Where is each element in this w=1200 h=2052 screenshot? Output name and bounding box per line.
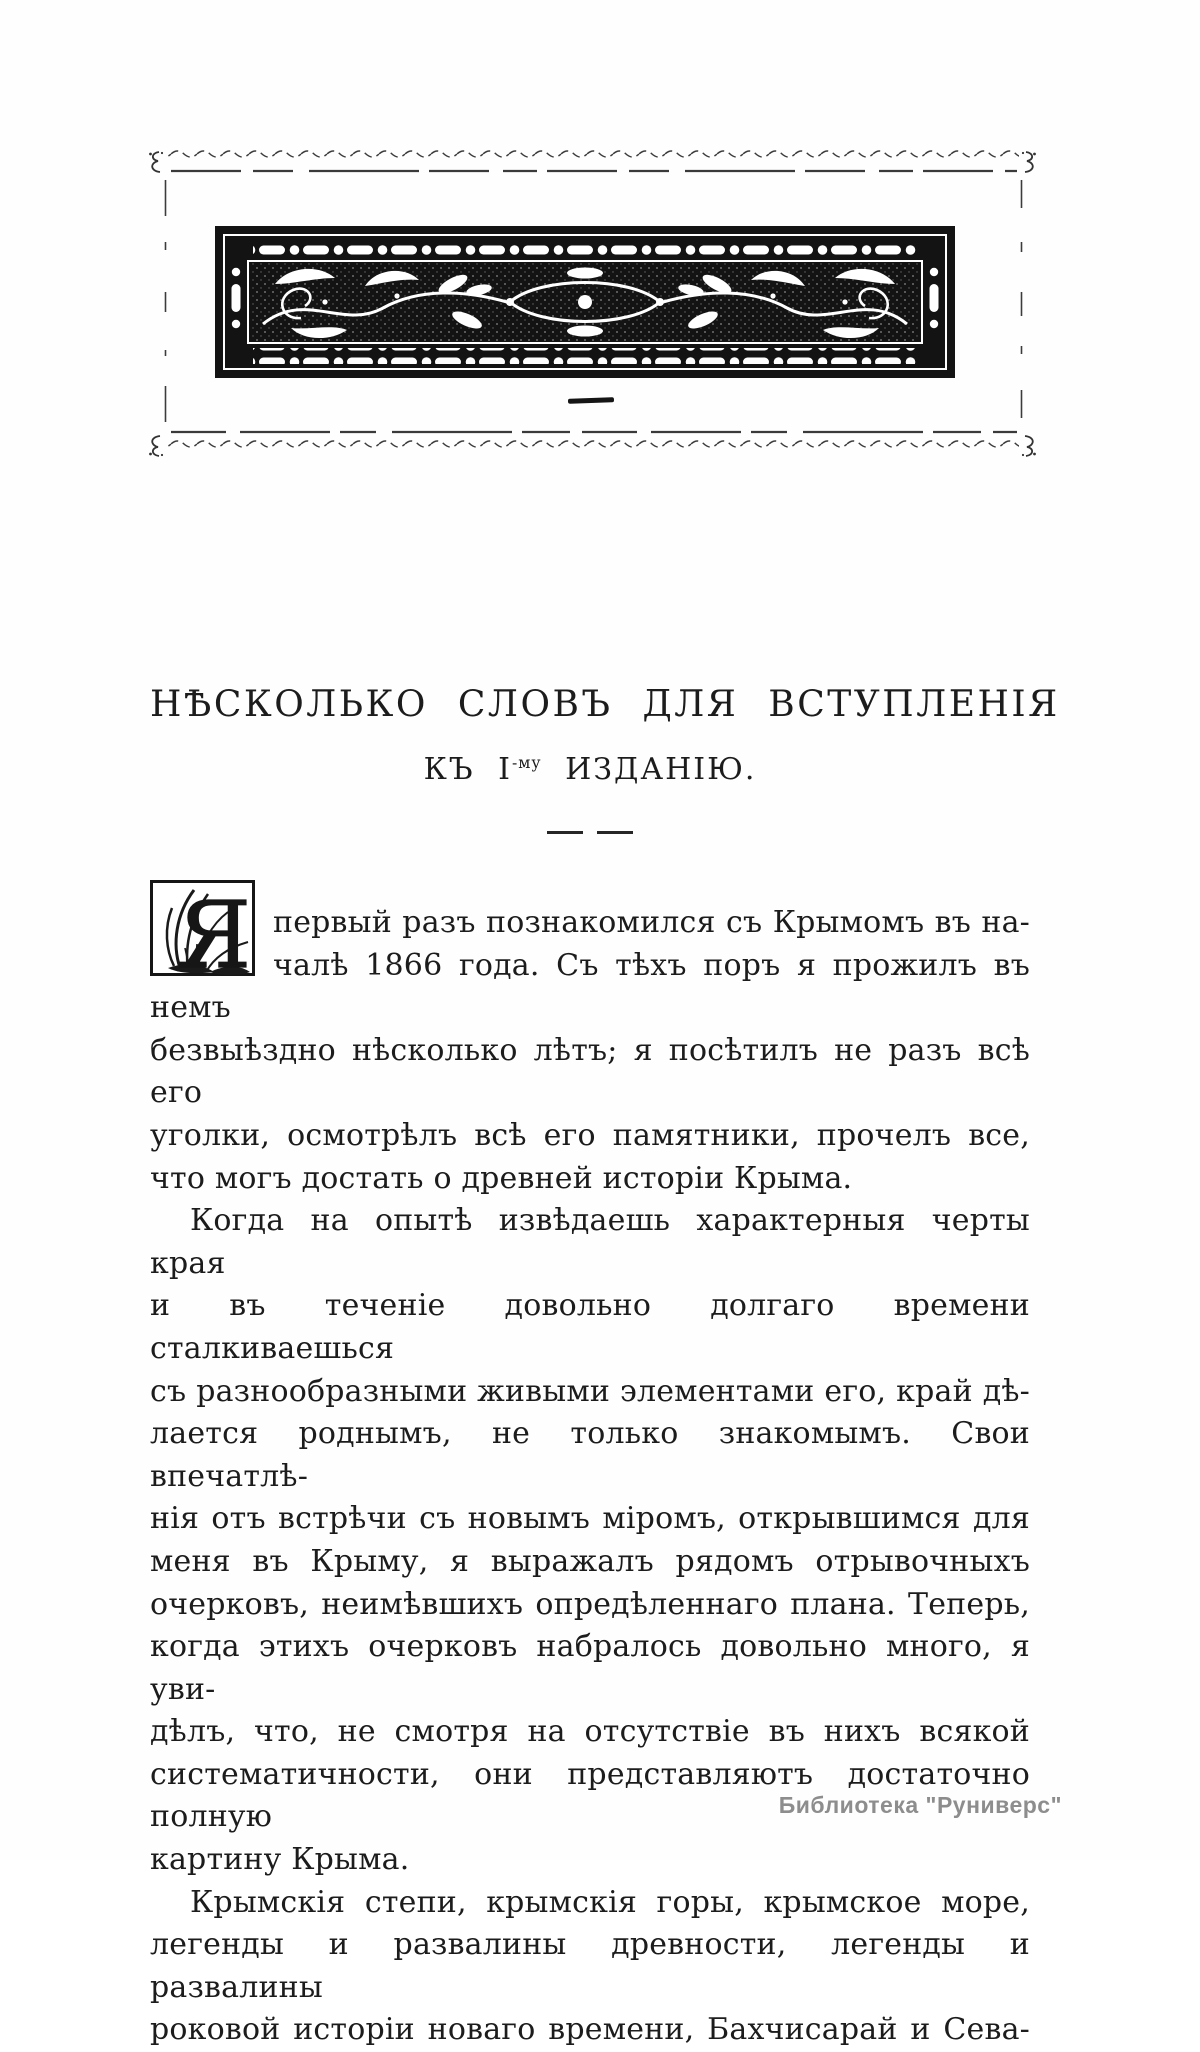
body-line: когда этихъ очерковъ набралось довольно много, я уви- xyxy=(150,1629,1030,1707)
body-line: легенды и развалины древности, легенды и развалины xyxy=(150,1927,1030,2005)
chapter-subtitle xyxy=(150,752,1030,787)
body-line: что могъ достать о древней исторіи Крыма. xyxy=(150,1160,853,1196)
drop-cap-letter: Я xyxy=(176,882,252,989)
drop-cap-plant-engraving xyxy=(150,880,255,989)
body-line: съ разнообразными живыми элементами его, край дѣ- xyxy=(150,1373,1030,1409)
chapter-title: НѢСКОЛЬКО СЛОВЪ ДЛЯ ВСТУПЛЕНІЯ xyxy=(150,684,1060,725)
body-line: и въ теченіе довольно долгаго времени сталкиваешься xyxy=(150,1288,1030,1366)
body-line: чалѣ 1866 года. Съ тѣхъ поръ я прожилъ въ немъ xyxy=(150,947,1030,1026)
body-line: картину Крыма. xyxy=(150,1842,410,1878)
body-line: роковой исторіи новаго времени, Бахчисарай и Сева- xyxy=(150,2012,1030,2048)
body-line: Крымскія степи, крымскія горы, крымское море, xyxy=(190,1884,1030,1920)
body-line: нія отъ встрѣчи съ новымъ міромъ, открывшимся для xyxy=(150,1501,1030,1537)
library-watermark: Библиотека "Руниверс" xyxy=(778,1792,1062,1818)
body-line: безвыѣздно нѣсколько лѣтъ; я посѣтилъ не разъ всѣ его xyxy=(150,1032,1030,1111)
floral-headpiece-ornament xyxy=(215,226,955,378)
divider-dash xyxy=(597,831,633,834)
body-text xyxy=(150,882,1030,2052)
body-line: лается роднымъ, не только знакомымъ. Свои впечатлѣ- xyxy=(150,1416,1030,1494)
body-line: первый разъ познакомился съ Крымомъ въ на- xyxy=(273,905,1030,940)
subtitle-superscript: -му xyxy=(512,754,542,772)
section-divider xyxy=(150,822,1030,841)
body-line: дѣлъ, что, не смотря на отсутствіе въ нихъ всякой xyxy=(150,1714,1030,1750)
body-line: очерковъ, неимѣвшихъ опредѣленнаго плана. Теперь, xyxy=(150,1586,1030,1622)
body-line: меня въ Крыму, я выражалъ рядомъ отрывочныхъ xyxy=(150,1543,1030,1579)
divider-dash xyxy=(547,831,583,834)
body-line: Когда на опытѣ извѣдаешь характерныя черты края xyxy=(150,1203,1030,1281)
body-line: систематичности, они представляютъ достаточно полную xyxy=(150,1756,1030,1835)
subtitle-prefix: КЪ I xyxy=(423,752,512,787)
subtitle-rest: ИЗДАНІЮ. xyxy=(565,752,757,787)
body-line: уголки, осмотрѣлъ всѣ его памятники, прочелъ все, xyxy=(150,1117,1030,1153)
decorated-drop-cap xyxy=(150,882,255,989)
